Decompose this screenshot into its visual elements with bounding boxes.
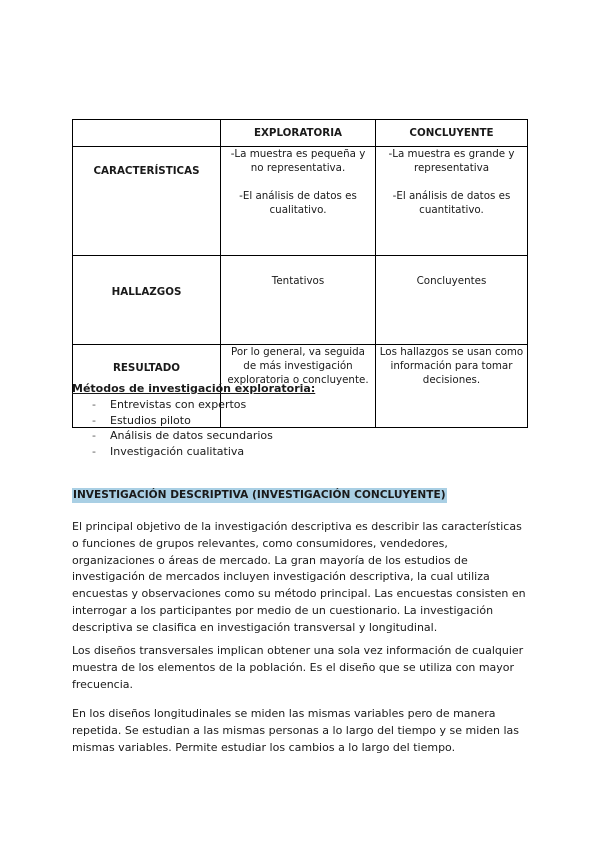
cell-exploratoria-caracteristicas: [221, 147, 376, 256]
list-item: - Investigación cualitativa: [72, 444, 532, 460]
cell-text: -El análisis de datos es cuantitativo.: [392, 190, 511, 216]
methods-list: [72, 397, 532, 459]
cell-concluyente-hallazgos: Concluyentes: [376, 256, 528, 345]
list-item: - Estudios piloto: [72, 413, 532, 429]
list-item: - Entrevistas con expertos: [72, 397, 532, 413]
section-heading: INVESTIGACIÓN DESCRIPTIVA (INVESTIGACIÓN CONCLUYENTE): [73, 489, 446, 501]
methods-section: [72, 381, 532, 459]
row-label-hallazgos: HALLAZGOS: [73, 256, 221, 345]
paragraph: Los diseños transversales implican obtener una sola vez información de cualquier muestra de los elementos de la población. Es el diseño que se utiliza con mayor frecuencia.: [72, 644, 524, 691]
cell-exploratoria-hallazgos: Tentativos: [221, 256, 376, 345]
table-header-row: [73, 120, 528, 147]
cell-concluyente-resultado: Los hallazgos se usan como información para tomar decisiones.: [376, 345, 528, 428]
cell-exploratoria-resultado: Por lo general, va seguida de más investigación exploratoria o concluyente.: [221, 345, 376, 428]
paragraph: En los diseños longitudinales se miden las mismas variables pero de manera repetida. Se estudian a las mismas personas a lo largo del tiempo y se miden las mismas variables. Permite estudiar los cambios a lo largo del tiempo.: [72, 707, 520, 754]
table-header-empty: [73, 120, 221, 147]
table-header-concluyente: CONCLUYENTE: [376, 120, 528, 147]
table-row: [73, 256, 528, 345]
cell-text: -La muestra es pequeña y no representativa.: [230, 148, 366, 174]
list-item: - Análisis de datos secundarios: [72, 428, 532, 444]
row-label-caracteristicas: CARACTERÍSTICAS: [73, 147, 221, 256]
methods-title: Métodos de investigación exploratoria:: [72, 382, 316, 395]
paragraph: El principal objetivo de la investigación descriptiva es describir las características o funciones de grupos relevantes, como consumidores, vendedores, organizaciones o áreas de mercado. La gran mayoría de los estudios de investigación de mercados incluyen investigación descriptiva, la cual utiliza encuestas y observaciones como su método principal. Las encuestas consisten en interrogar a los participantes por medio de un cuestionario. La investigación descriptiva se clasifica en investigación transversal y longitudinal.: [72, 520, 526, 634]
cell-concluyente-caracteristicas: [376, 147, 528, 256]
table-row: [73, 147, 528, 256]
row-label-resultado: RESULTADO: [73, 345, 221, 428]
cell-text: -La muestra es grande y representativa: [388, 148, 515, 174]
cell-text: -El análisis de datos es cualitativo.: [239, 190, 357, 216]
table-header-exploratoria: EXPLORATORIA: [221, 120, 376, 147]
